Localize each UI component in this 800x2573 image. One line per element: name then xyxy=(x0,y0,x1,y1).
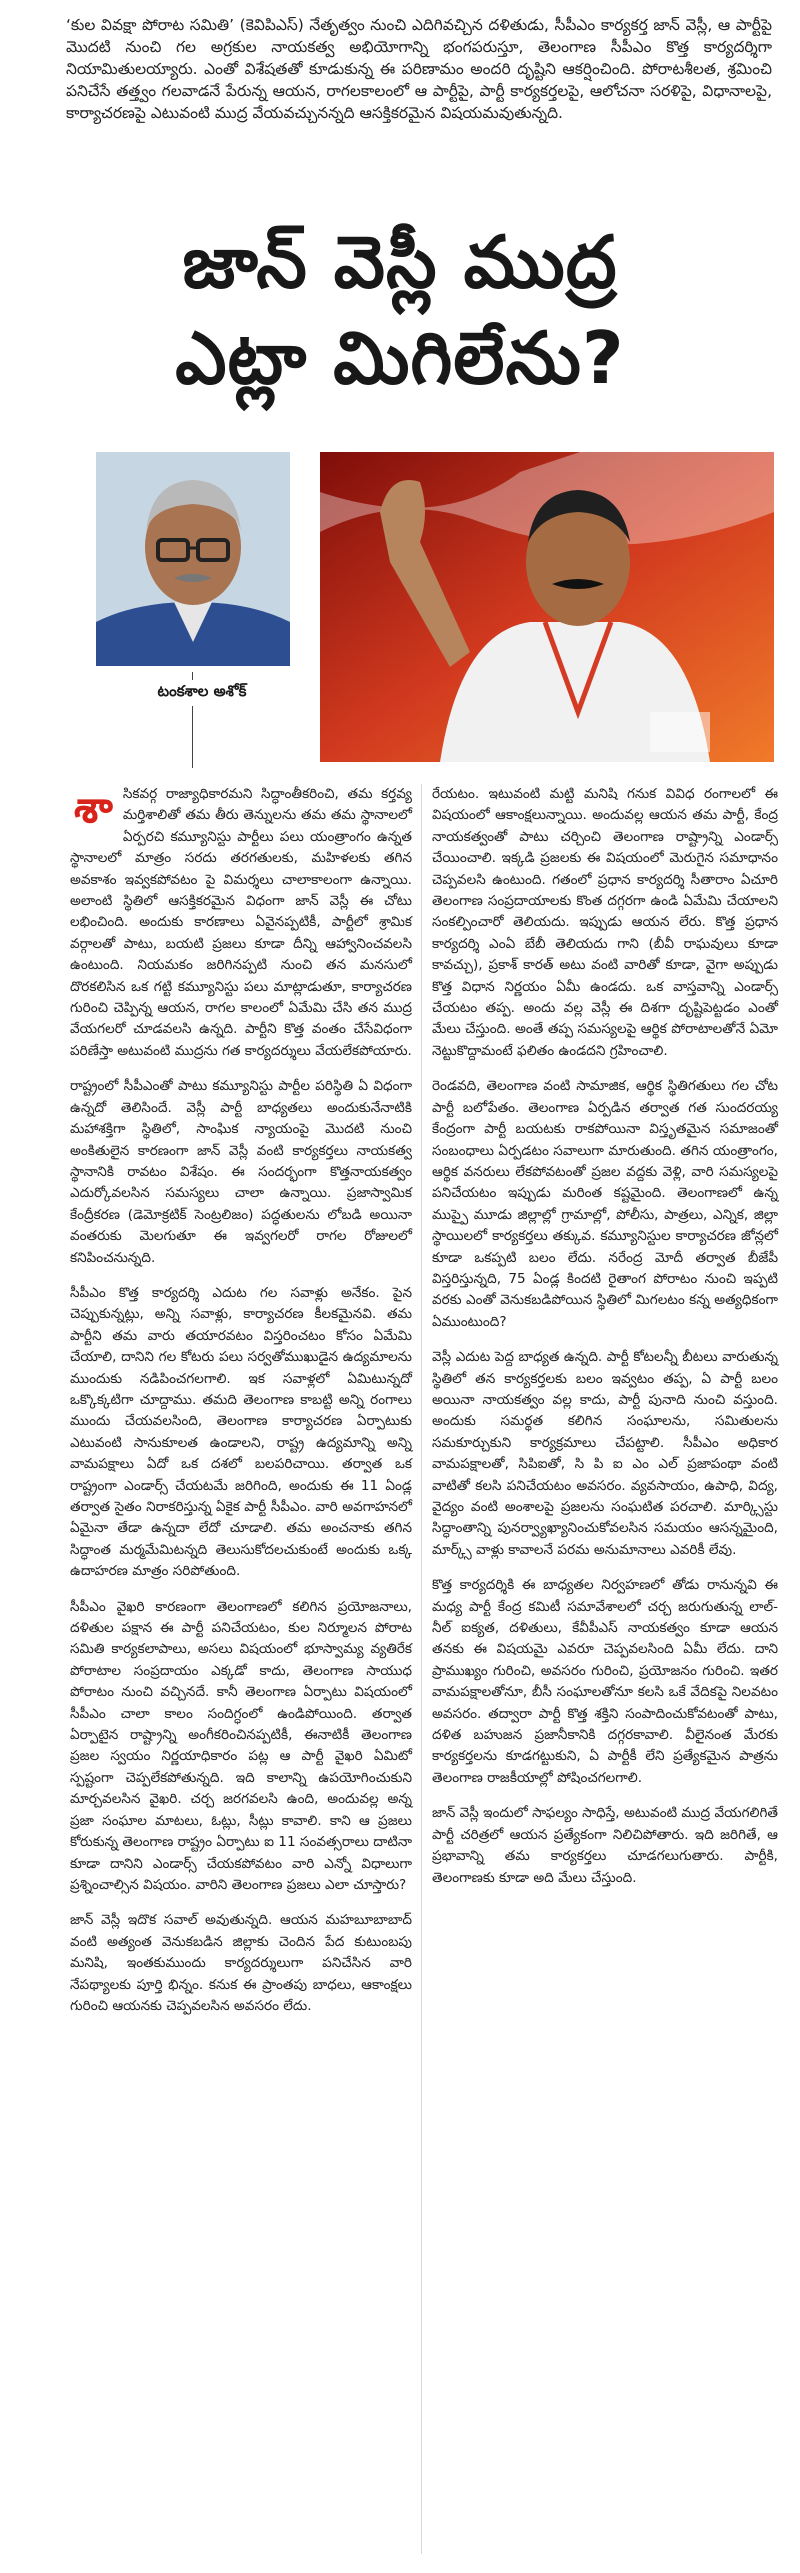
paragraph: కొత్త కార్యదర్శికి ఈ బాధ్యతల నిర్వహణలో తోడు రానున్నవి ఈ మధ్య పార్టీ కేంద్ర కమిటీ సమావేశాలలో చర్చ జరుగుతున్న లాల్-నీల్ ఐక్యత, దళితులు, కేవీపీఎస్ నాయకత్వం కూడా ఆయన తనకు ఈ విషయమై ఎవరూ చెప్పవలసింది ఏమీ లేదు. దాని ప్రాముఖ్యం గురించి, అవసరం గురించి, ప్రయోజనం గురించి. ఇతర వామపక్షాలతోనూ, బీసీ సంఘాలతోనూ కలసి ఒకే వేదికపై నిలవటం అవసరం. తద్వారా పార్టీ కొత్త శక్తిని సంపాదించుకోవటంతో పాటు, దళిత బహుజన ప్రజానీకానికి దగ్గరకావాలి. వీలైనంత మేరకు కార్యకర్తలను కూడగట్టుకుని, ఏ పార్టీకీ లేని ప్రత్యేకమైన పాత్రను తెలంగాణ రాజకీయాల్లో పోషించగలగాలి. xyxy=(432,1577,778,1786)
article-column-right xyxy=(432,784,778,1903)
paragraph: శాసికవర్గ రాజ్యాధికారమని సిద్ధాంతీకరించి, తమ కర్తవ్య మర్తిశాలితో తమ తీరు తెన్నులను తమ తమ స్థానాలలో ఏర్పరచి కమ్యూనిస్టు పార్టీలు పలు యంత్రాంగం ఉన్నత స్థానాలలో మాత్రం సరదు తరగతులకు, మహిళలకు తగిన అవకాశం ఇవ్వకపోవటం పై విమర్శలు చాలాకాలంగా ఉన్నాయి. అలాంటి స్థితిలో ఆసక్తికరమైన విధంగా జాన్ వెస్లీ ఈ చోటు లభించింది. అందుకు కారణాలు ఏవైనప్పటికీ, పార్టీలో శ్రామిక వర్గాలతో పాటు, బయటి ప్రజలు కూడా దీన్ని ఆహ్వానించవలసి ఉంటుంది. నియమకం జరిగినప్పటి నుంచి తన మనసులో దొరకలిసిన ఒక గట్టి కమ్యూనిస్టు పలు మాట్లాడుతూ, కార్యాచరణ గురించి చెప్పిన్న ఆయన, రాగల కాలంలో ఏమేమి చేసి తన ముద్ర వేయగలరో చూడవలసి ఉన్నది. పార్టీని కొత్త వంతం చేసేవిధంగా పరిణేస్తా అటువంటి ముద్రను గత కార్యదర్శులు వేయలేకపోయారు. xyxy=(70,782,412,1059)
headline-line-1: జాన్ వెస్లీ ముద్ర xyxy=(182,220,618,304)
headline xyxy=(30,214,770,406)
paragraph: జాన్ వెస్లీ ఇదొక సవాల్ అవుతున్నది. ఆయన మహబూబాబాద్ వంటి అత్యంత వెనుకబడిన జిల్లాకు చెందిన పేద కుటుంబపు మనిషి, ఇంతకుముందు కార్యదర్శులుగా పనిచేసిన వారి నేపథ్యాలకు పూర్తి భిన్నం. కనుక ఈ ప్రాంతపు బాధలు, ఆకాంక్షలు గురించి ఆయనకు చెప్పవలసిన అవసరం లేదు. xyxy=(70,1912,412,2014)
article-column-left xyxy=(70,784,412,2031)
john-wesley-photo xyxy=(320,452,774,762)
paragraph: వెస్లీ ఎదుట పెద్ద బాధ్యత ఉన్నది. పార్టీ కోటలన్నీ బీటలు వారుతున్న స్థితిలో తన కార్యకర్తలకు బలం ఇవ్వటం తప్ప, ఏ పార్టీ బలం అయినా నాయకత్వం వల్ల కాదు, పార్టీ పునాది నుంచి వస్తుంది. అందుకు సమర్థత కలిగిన సంఘాలను, సమితులను సమకూర్చుకుని కార్యక్రమాలు చేపట్టాలి. సీపీఎం అధికార వామపక్షాలతో, సిపిఐతో, సి పి ఐ ఎం ఎల్ ప్రజాపంథా వంటి వాటితో కలసి పనిచేయటం అవసరం. వ్యవసాయం, ఉపాధి, విద్య, వైద్యం వంటి అంశాలపై ప్రజలను సంఘటిత పరచాలి. మార్క్సిస్టు సిద్ధాంతాన్ని పునర్వ్యాఖ్యానించుకోవలసిన సమయం ఆసన్నమైంది, మార్క్స్ వాళ్లు కావాలనే పరమ అనుమానాలు ఎవరికీ లేవు. xyxy=(432,1349,778,1558)
byline-author: టంకశాల అశోక్ xyxy=(112,680,292,706)
paragraph: సీపీఎం కొత్త కార్యదర్శి ఎదుట గల సవాళ్లు అనేకం. పైన చెప్పుకున్నట్లు, అన్ని సవాళ్లు, కార్యాచరణ కీలకమైనవి. తమ పార్టీని తమ వారు తయారవటం విస్తరించటం కోసం ఏమేమి చేయాలి, దానిని గల కోటరు పలు సర్వతోముఖుడైన ఉద్యమాలను ముందుకు నడిపించగలగాలి. ఇక సవాళ్లలో ఏమిటున్నదో ఒక్కొక్కటిగా చూద్దాము. తమది తెలంగాణ కాబట్టి అన్ని రంగాలు ముందు చేయవలసింది, తెలంగాణ కార్యాచరణ ఏర్పాటుకు ఎటువంటి సానుకూలత ఉండాలని, రాష్ట్ర ఉద్యమాన్ని అన్ని వామపక్షాలు ఏదో ఒక దశలో బలపరిచాయి. తర్వాత ఒక రాష్ట్రంగా ఎండార్స్ చేయటమే జరిగింది, అందుకు ఈ 11 ఏండ్ల తర్వాత సైతం నిరాకరిస్తున్న ఏకైక పార్టీ సీపీఎం. వారి అవగాహనలో ఏమైనా తేడా ఉన్నదా లేదో చూడాలి. తమ అంచనాకు తగిన సిద్ధాంత మర్మమేమిటన్నది తెలుసుకోదలచుకుంటే అందుకు ఒక్క ఉదాహరణ మాత్రం సరిపోతుంది. xyxy=(70,1284,412,1580)
paragraph: రాష్ట్రంలో సీపీఎంతో పాటు కమ్యూనిస్టు పార్టీల పరిస్థితి ఏ విధంగా ఉన్నదో తెలిసిందే. వెస్లీ పార్టీ బాధ్యతలు అందుకునేనాటికి మహాశక్తిగా స్థితిలో, సాంఘిక న్యాయంపై మొదటి నుంచి అంకితులైన కారణంగా జాన్ వెస్లీ వంటి కార్యకర్తలు నాయకత్వ స్థానానికి రావటం విశేషం. ఈ సందర్భంగా కొత్తనాయకత్వం ఎదుర్కోవలసిన సమస్యలు చాలా ఉన్నాయి. ప్రజాస్వామిక కేంద్రీకరణ (డెమోక్రటిక్ సెంట్రలిజం) పద్ధతులను లోబడి అయినా వంతరుకు మెలగుతూ ఈ ఇవ్వగలరో రాగల రోజులలో కనిపించనున్నది. xyxy=(70,1078,412,1266)
paragraph: రెండవది, తెలంగాణ వంటి సామాజిక, ఆర్థిక స్థితిగతులు గల చోట పార్టీ బలోపేతం. తెలంగాణ ఏర్పడిన తర్వాత గత సుందరయ్య కేంద్రంగా పార్టీ బయటకు రాకపోయినా విస్తృతమైన సమాజంతో సంబంధాలు ఏర్పడటం సవాలుగా మారుతుంది. తగిన యంత్రాంగం, ఆర్థిక వనరులు లేకపోవటంతో ప్రజల వద్దకు వెళ్లి, వారి సమస్యలపై పనిచేయటం ఇప్పుడు మరింత కష్టమైంది. తెలంగాణలో ఉన్న ముప్పై మూడు జిల్లాల్లో గ్రామాల్లో, పోలీసు, పాత్రలు, ఎన్నిక, జిల్లా స్థాయిలలో కార్యకర్తలు తక్కువ. కమ్యూనిస్టుల కార్యాచరణ జోన్లలో కూడా ఒకప్పటి బలం లేదు. నరేంద్ర మోదీ తర్వాత బీజేపీ విస్తరిస్తున్నది, 75 ఏండ్ల కిందటి రైతాంగ పోరాటం నుంచి ఇప్పటి వరకు ఎంతో వెనుకబడిపోయిన స్థితిలో మిగలటం కన్న అత్యధికంగా ఏముంటుంది? xyxy=(432,1078,778,1330)
paragraph: రేయటం. ఇటువంటి మట్టి మనిషి గనుక వివిధ రంగాలలో ఈ విషయంలో ఆకాంక్షలున్నాయి. అందువల్ల ఆయన తమ పార్టీ, కేంద్ర నాయకత్వంతో పాటు చర్చించి తెలంగాణ రాష్ట్రాన్ని ఎండార్స్ చేయించాలి. ఇక్కడి ప్రజలకు ఈ విషయంలో మెరుగైన సమాధానం చెప్పవలసి ఉంటుంది. గతంలో ప్రధాన కార్యదర్శి సీతారాం ఏచూరి తెలంగాణ సంప్రదాయాలకు కొంత దగ్గరగా ఉండి ఏమేమి చేయాలని సంకల్పించారో తెలియదు. ఇప్పుడు ఆయన లేరు. కొత్త ప్రధాన కార్యదర్శి ఎంఏ బేబీ తెలియదు గాని (బీవీ రాఘవులు కూడా కావచ్చు), ప్రకాశ్ కారత్ అటు వంటి వారితో కూడా, వైగా అప్పుడు కొత్త విధాన నిర్ణయం ఏమీ ఉండదు. ఒక వాస్తవాన్ని ఎండార్స్ చేయటం తప్ప. అందు వల్ల వెస్లీ ఈ దిశగా దృష్టిపెట్టడం ఎంతో మేలు చేస్తుంది. అంతే తప్ప సమస్యలపై ఆర్థిక పోరాటాలతోనే ఏమో నెట్టుకొద్దామంటే ఫలితం ఉండదని గ్రహించాలి. xyxy=(432,786,778,1059)
paragraph: సీపీఎం వైఖరి కారణంగా తెలంగాణలో కలిగిన ప్రయోజనాలు, దళితుల పక్షాన ఈ పార్టీ పనిచేయటం, కుల నిర్మూలన పోరాట సమితి కార్యకలాపాలు, అసలు విషయంలో భూస్వామ్య వ్యతిరేక పోరాటాల సంప్రదాయం ఎక్కడో కాదు, తెలంగాణ సాయుధ పోరాటం నుంచి వచ్చినదే. కానీ తెలంగాణ ఏర్పాటు విషయంలో సీపీఎం చాలా కాలం సందిగ్ధంలో ఉండిపోయింది. తర్వాత ఏర్పాటైన రాష్ట్రాన్ని అంగీకరించినప్పటికీ, ఈనాటికీ తెలంగాణ ప్రజల స్వయం నిర్ణయాధికారం పట్ల ఆ పార్టీ వైఖరి ఏమిటో స్పష్టంగా చెప్పలేకపోతున్నది. ఇది కాలాన్ని ఉపయోగించుకుని మార్చవలసిన వైఖరి. చర్చ జరగవలసి ఉంది, అందువల్ల అన్న ప్రజా సంఘాల మాటలు, ఓట్లు, సీట్లు కావాలి. కాని ఆ ప్రజలు కోరుకున్న తెలంగాణ రాష్ట్రం ఏర్పాటు ఐ 11 సంవత్సరాలు దాటినా కూడా దానిని ఎండార్స్ చేయకపోవటం వారి ఎన్నో విధాలుగా ప్రశ్నించాల్సిన విషయం. వారిని తెలంగాణ ప్రజలు ఎలా చూస్తారు? xyxy=(70,1598,412,1893)
intro-paragraph: ‘కుల వివక్షా పోరాట సమితి’ (కెవిపిఎస్) నేతృత్వం నుంచి ఎదిగివచ్చిన దళితుడు, సీపీఎం కార్యకర్త జాన్ వెస్లీ, ఆ పార్టీపై మొదటి నుంచి గల అగ్రకుల నాయకత్వ అభియోగాన్ని భంగపరుస్తూ, తెలంగాణ సీపీఎం కొత్త కార్యదర్శిగా నియామితులయ్యారు. ఎంతో విశేషతతో కూడుకున్న ఈ పరిణామం అందరి దృష్టిని ఆకర్షించింది. పోరాటశీలత, శ్రమించి పనిచేసే తత్త్వం గలవాడనే పేరున్న ఆయన, రాగలకాలంలో ఆ పార్టీపై, పార్టీ కార్యకర్తలపై, ఆలోచనా సరళిపై, విధానాలపై, కార్యాచరణపై ఎటువంటి ముద్ర వేయవచ్చునన్నది ఆసక్తికరమైన విషయమవుతున్నది. xyxy=(66,16,772,122)
paragraph: జాన్ వెస్లీ ఇందులో సాఫల్యం సాధిస్తే, అటువంటి ముద్ర వేయగలిగితే పార్టీ చరిత్రలో ఆయన ప్రత్యేకంగా నిలిచిపోతారు. ఇది జరిగితే, ఆ ప్రభావాన్ని తమ కార్యకర్తలు చూడగలుగుతారు. పార్టీకి, తెలంగాణకు కూడా అది మేలు చేస్తుంది. xyxy=(432,1805,778,1886)
headline-line-2: ఎట్లా మిగిలేను? xyxy=(175,316,625,400)
column-divider xyxy=(421,784,422,2554)
author-photo xyxy=(96,452,290,666)
drop-cap: శా xyxy=(74,782,113,833)
